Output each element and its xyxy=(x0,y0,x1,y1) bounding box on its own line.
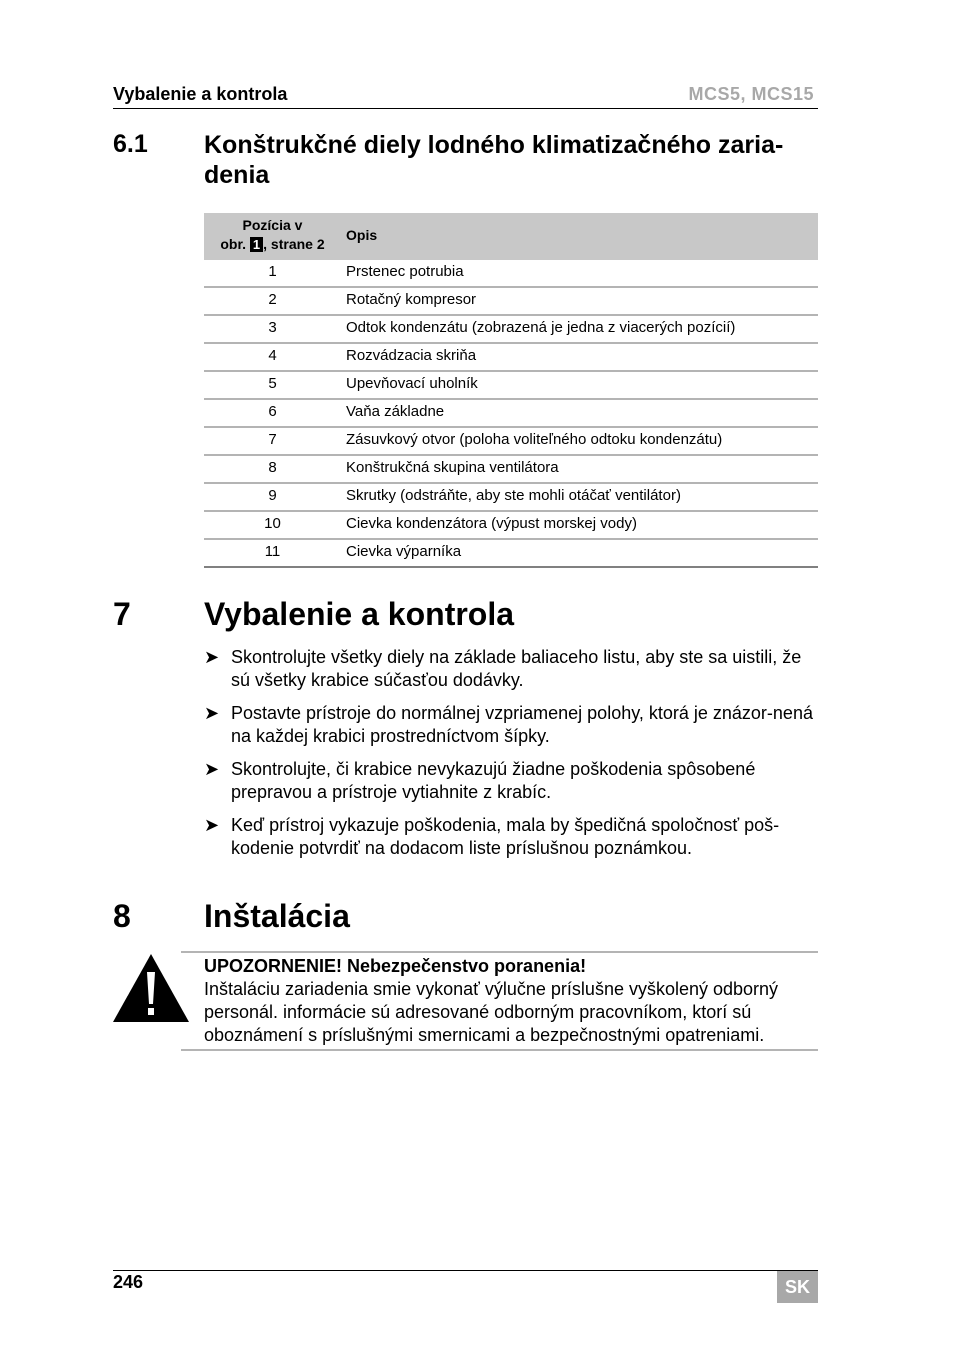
row-description: Cievka kondenzátora (výpust morskej vody) xyxy=(346,515,637,532)
table-row xyxy=(204,344,818,372)
warning-triangle-icon xyxy=(111,952,191,1024)
warning-title: UPOZORNENIE! Nebezpečenstvo poranenia! xyxy=(204,956,587,976)
row-position: 10 xyxy=(264,515,281,532)
row-position: 6 xyxy=(268,403,277,420)
table-body xyxy=(204,260,818,568)
row-description: Upevňovací uholník xyxy=(346,375,478,392)
table-row xyxy=(204,316,818,344)
row-position: 11 xyxy=(264,543,281,560)
table-row xyxy=(204,260,818,288)
section-8-title: Inštalácia xyxy=(204,898,350,934)
row-position: 5 xyxy=(268,375,277,392)
row-position: 9 xyxy=(268,487,277,504)
section-7-title: Vybalenie a kontrola xyxy=(204,596,515,632)
row-description: Konštrukčná skupina ventilátora xyxy=(346,459,559,476)
bullet-text: Postavte prístroje do normálnej vzpriamenej polohy, ktorá je znázor-nená na každej krabici prostredníctvom šípky. xyxy=(231,703,813,746)
table-row xyxy=(204,512,818,540)
table-row xyxy=(204,540,818,568)
row-position: 1 xyxy=(268,263,277,280)
row-position: 4 xyxy=(268,347,277,364)
bullet-item xyxy=(204,758,818,804)
bullet-text: Skontrolujte, či krabice nevykazujú žiadne poškodenia spôsobené prepravou a prístroje vytiahnite z krabíc. xyxy=(231,759,756,802)
bullet-list xyxy=(204,646,818,870)
row-description: Prstenec potrubia xyxy=(346,263,464,280)
row-position: 7 xyxy=(268,431,277,448)
row-description: Rozvádzacia skriňa xyxy=(346,347,477,364)
section-6-1-number: 6.1 xyxy=(113,130,148,158)
bullet-item xyxy=(204,814,818,860)
arrow-bullet-icon: ➤ xyxy=(204,703,220,723)
arrow-bullet-icon: ➤ xyxy=(204,815,220,835)
row-position: 2 xyxy=(268,291,277,308)
column-header-position-line1: Pozícia v xyxy=(242,217,303,233)
row-description: Skrutky (odstráňte, aby ste mohli otáčať ventilátor) xyxy=(346,487,681,504)
table-row xyxy=(204,456,818,484)
table-row xyxy=(204,400,818,428)
row-description: Cievka výparníka xyxy=(346,543,462,560)
page-number: 246 xyxy=(113,1272,144,1292)
table-row xyxy=(204,372,818,400)
bullet-item xyxy=(204,702,818,748)
table-row xyxy=(204,484,818,512)
arrow-bullet-icon: ➤ xyxy=(204,759,220,779)
warning-top-rule xyxy=(181,951,818,953)
language-badge: SK xyxy=(777,1271,818,1303)
row-position: 8 xyxy=(268,459,277,476)
table-row xyxy=(204,428,818,456)
warning-bottom-rule xyxy=(181,1049,818,1051)
table-header xyxy=(204,213,818,260)
parts-table xyxy=(204,213,818,568)
section-7-number: 7 xyxy=(113,596,131,632)
row-position: 3 xyxy=(268,319,277,336)
footer-rule xyxy=(113,1270,818,1271)
header-section-title: Vybalenie a kontrola xyxy=(113,84,288,104)
row-description: Vaňa základne xyxy=(346,403,445,420)
bullet-text: Skontrolujte všetky diely na základe baliaceho listu, aby ste sa uistili, že sú všetky krabice súčasťou dodávky. xyxy=(231,647,802,690)
section-8-number: 8 xyxy=(113,898,131,934)
column-header-position-suffix: , strane 2 xyxy=(263,236,325,252)
arrow-bullet-icon: ➤ xyxy=(204,647,220,667)
header-rule xyxy=(113,108,818,109)
row-description: Odtok kondenzátu (zobrazená je jedna z viacerých pozícií) xyxy=(346,319,736,336)
column-header-position xyxy=(204,216,341,254)
column-header-description: Opis xyxy=(346,227,378,243)
warning-text: Inštaláciu zariadenia smie vykonať výlučne príslušne vyškolený odborný personál. informácie sú adresované odborným pracovníkom, ktorí sú oboznámení s príslušnými smernicami a bezpečnostnými opatreniami. xyxy=(204,979,779,1045)
row-description: Rotačný kompresor xyxy=(346,291,477,308)
row-description: Zásuvkový otvor (poloha voliteľného odtoku kondenzátu) xyxy=(346,431,723,448)
column-header-position-prefix: obr. xyxy=(220,236,247,252)
bullet-item xyxy=(204,646,818,692)
warning-block xyxy=(204,955,818,1047)
figure-number-badge: 1 xyxy=(250,237,263,252)
header-model: MCS5, MCS15 xyxy=(688,84,814,104)
table-row xyxy=(204,288,818,316)
bullet-text: Keď prístroj vykazuje poškodenia, mala by špedičná spoločnosť poš-kodenie potvrdiť na dodacom liste príslušnou poznámkou. xyxy=(231,815,780,858)
section-6-1-title: Konštrukčné diely lodného klimatizačného zaria-denia xyxy=(204,131,784,189)
